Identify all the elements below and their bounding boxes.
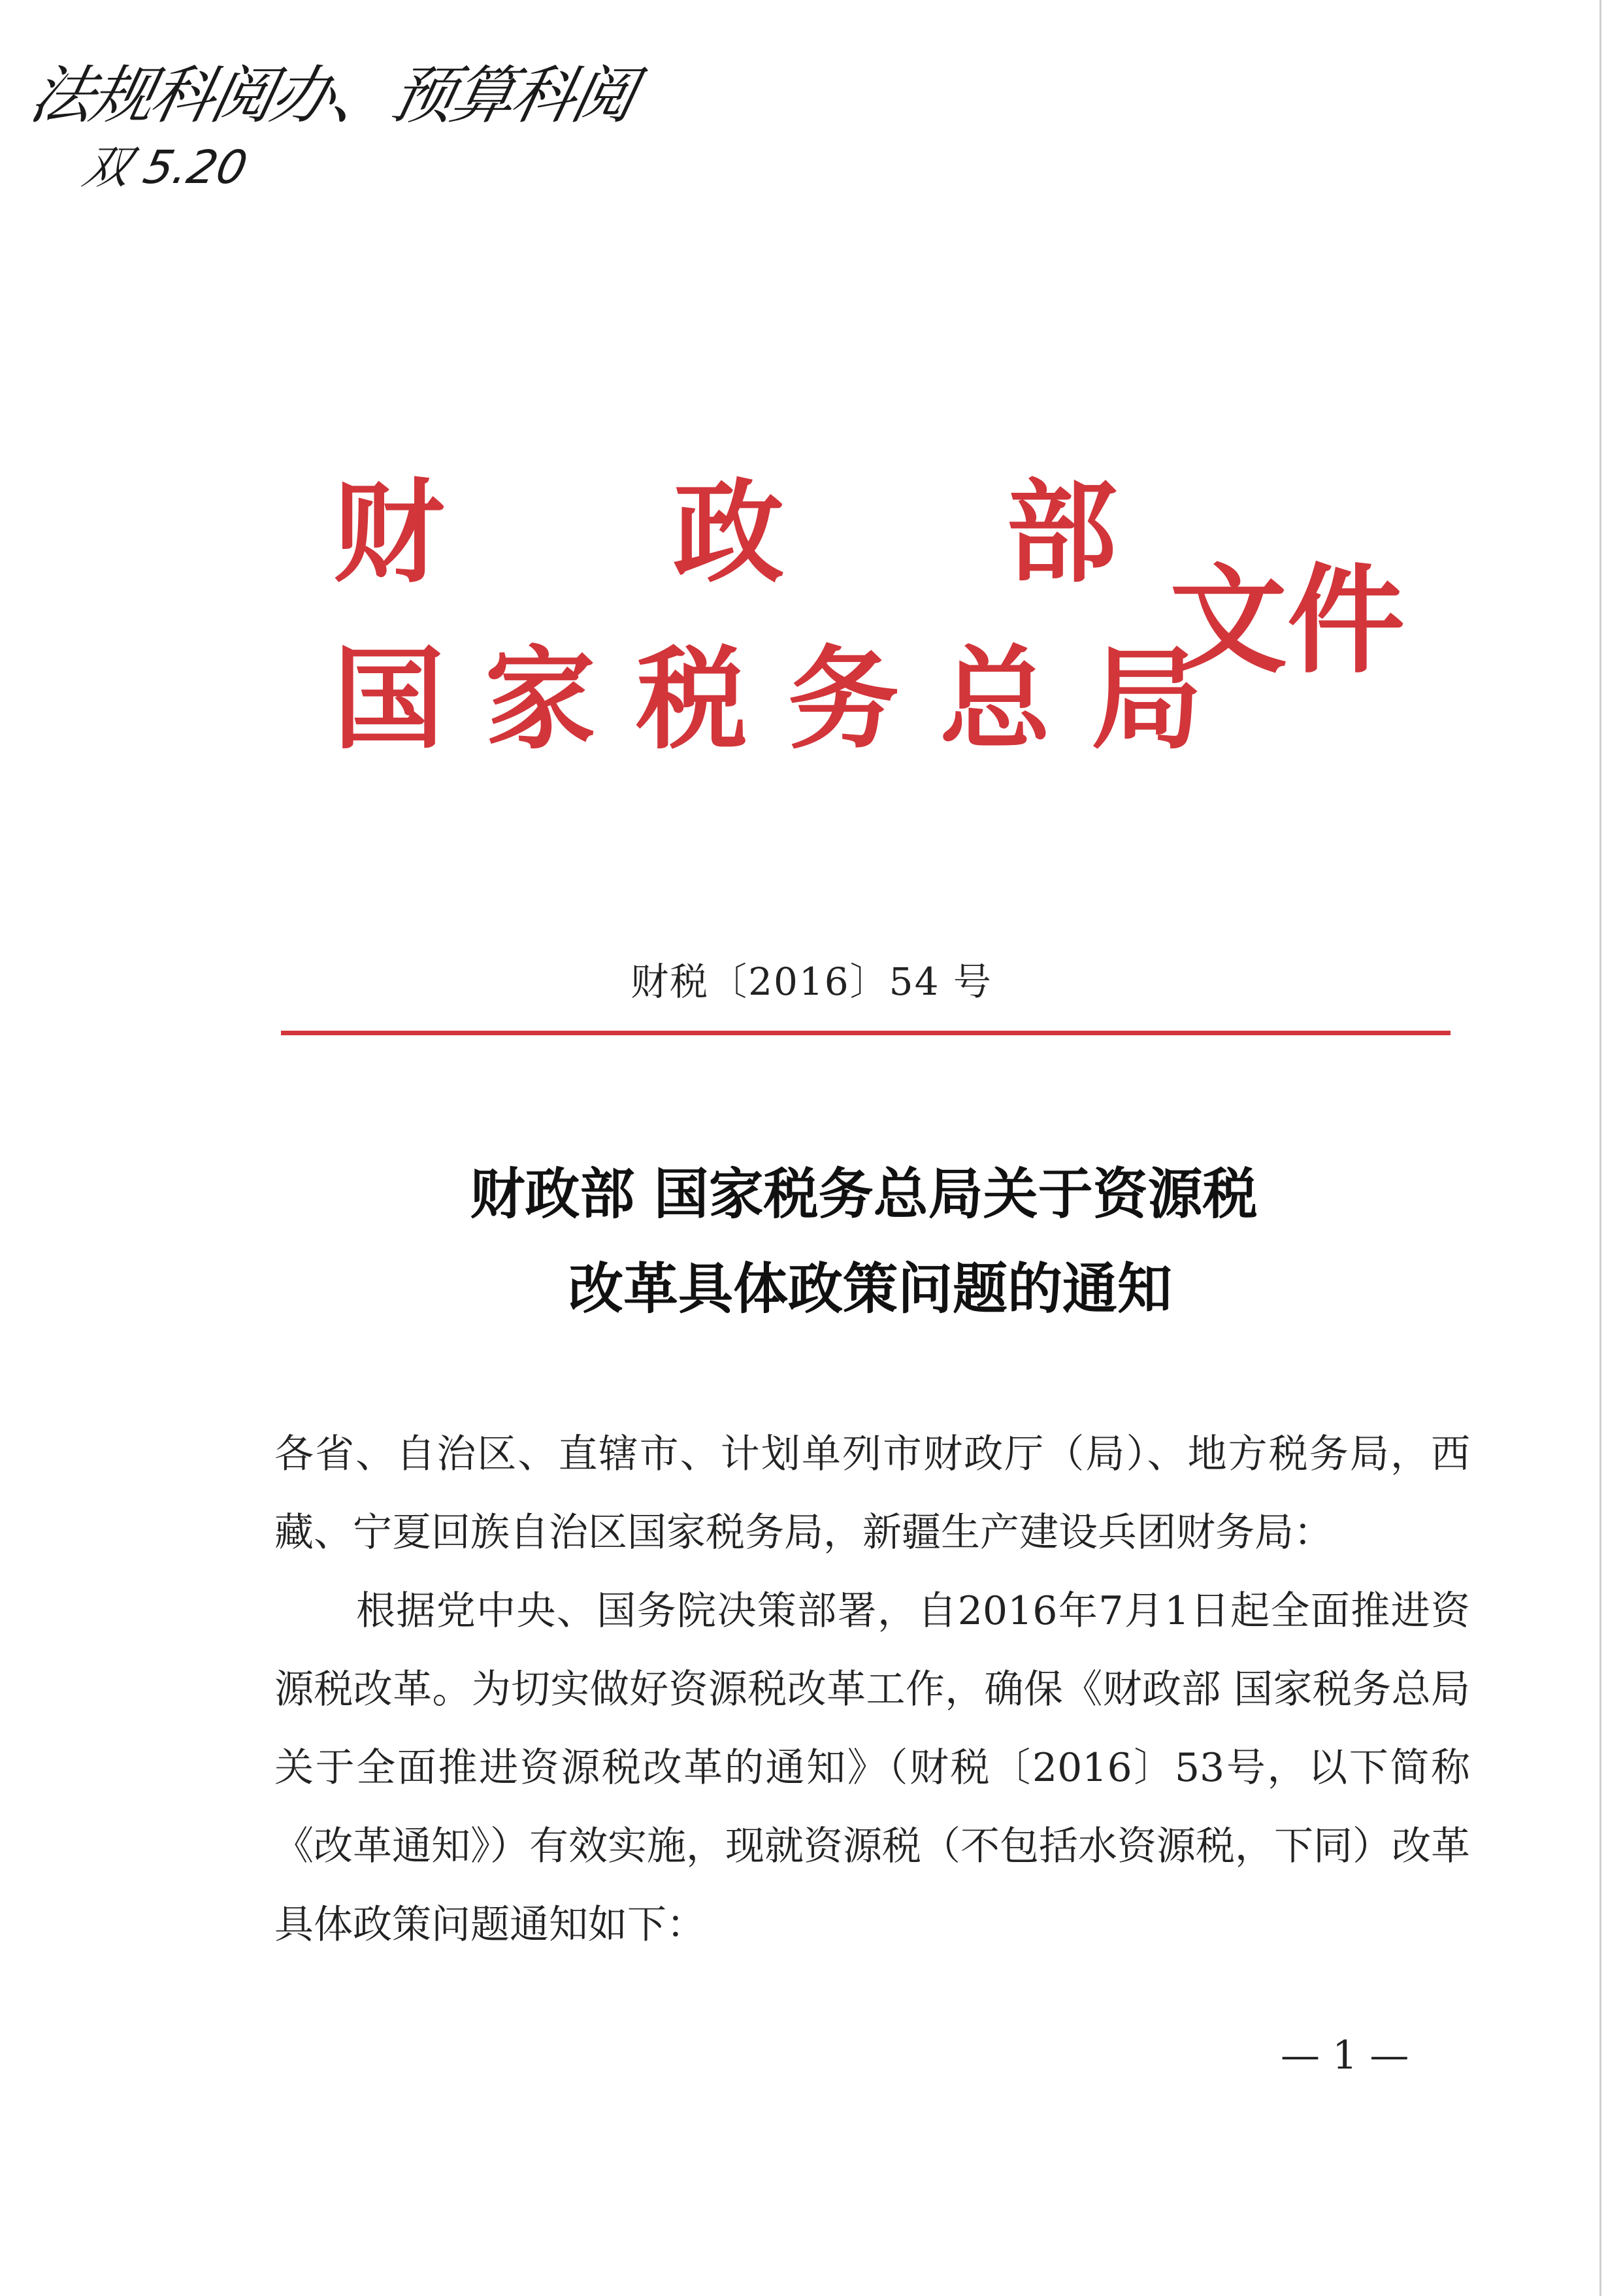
issuer-char-2: 政 (673, 467, 785, 598)
page-number: — 1 — (1281, 2033, 1409, 2078)
document-number: 财税〔2016〕54 号 (631, 959, 992, 1004)
handwritten-routing-note: 法规科阅办、预算科阅 (24, 59, 641, 132)
document-title-line-2: 改革具体政策问题的通知 (568, 1256, 1172, 1321)
issuer-state-taxation-administration: 国家税务总局 (333, 634, 1243, 765)
issuer-document-label: 文件 (1170, 552, 1405, 690)
red-separator-line (281, 1031, 1451, 1035)
document-body (274, 1415, 1470, 1964)
document-title-line-1: 财政部 国家税务总局关于资源税 (470, 1161, 1258, 1226)
handwritten-date-note: 双 5.20 (78, 141, 252, 194)
addressees: 各省、自治区、直辖市、计划单列市财政厅（局）、地方税务局，西藏、宁夏回族自治区国家税务局，新疆生产建设兵团财务局： (274, 1431, 1470, 1556)
issuer-char-1: 财 (333, 467, 445, 598)
scan-edge-line (1599, 0, 1601, 2296)
issuer-char-3: 部 (1006, 467, 1118, 598)
body-paragraph-1: 根据党中央、国务院决策部署，自2016年7月1日起全面推进资源税改革。为切实做好资源税改革工作，确保《财政部 国家税务总局关于全面推进资源税改革的通知》（财税〔2016〕53号，以下简称《改革通知》）有效实施，现就资源税（不包括水资源税，下同）改革具体政策问题通知如下： (274, 1588, 1470, 1948)
